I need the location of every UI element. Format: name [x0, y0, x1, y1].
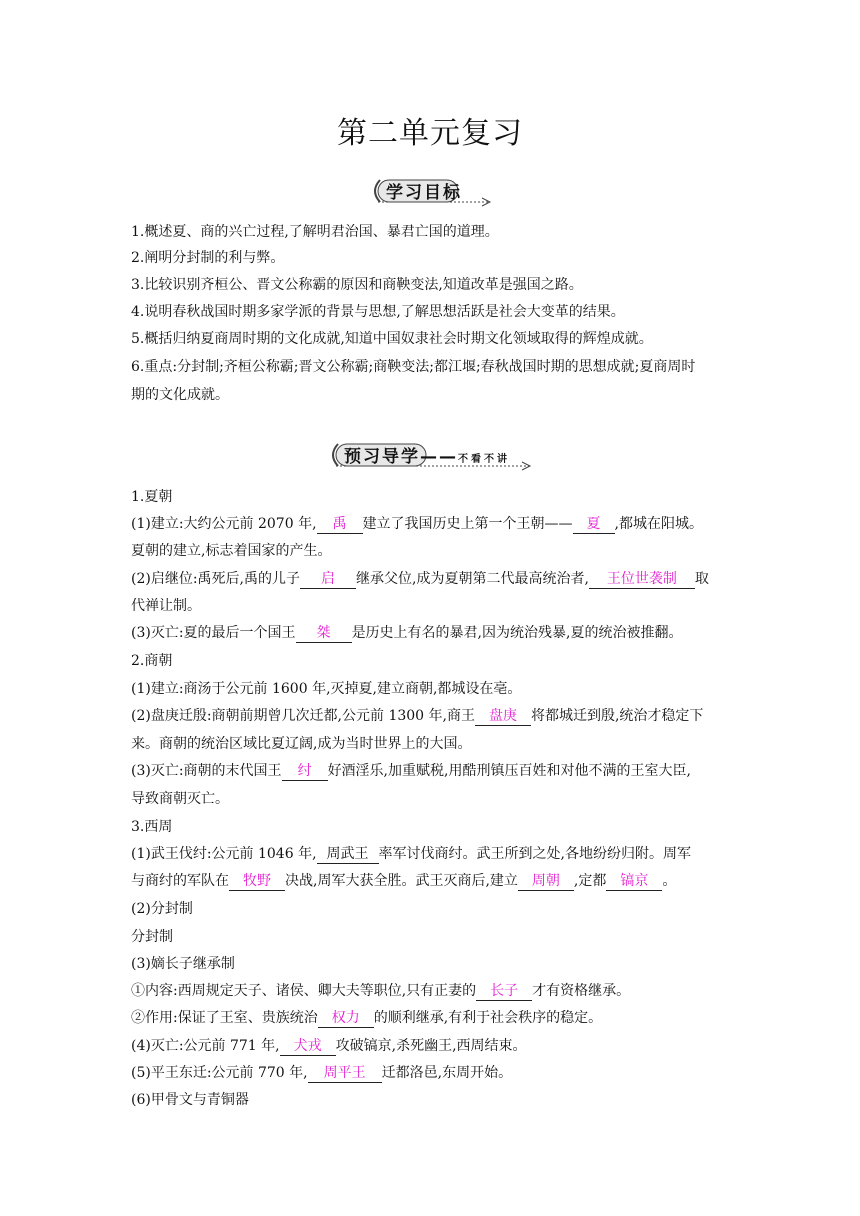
text-line: (1)武王伐纣:公元前 1046 年, 周武王 率军讨伐商纣。武王所到之处,各地纷纷归附。周军	[131, 846, 691, 862]
section-heading: 1.夏朝	[131, 489, 173, 505]
answer-blank: 王位世袭制	[589, 570, 695, 589]
section-banner-preview	[326, 438, 536, 472]
text-line: (2)分封制	[131, 901, 193, 917]
section-banner-objectives	[366, 174, 496, 208]
answer-blank: 桀	[296, 624, 352, 643]
text-line: (4)灭亡:公元前 771 年, 犬戎 攻破镐京,杀死幽王,西周结束。	[131, 1038, 527, 1054]
text-line: 来。商朝的统治区域比夏辽阔,成为当时世界上的大国。	[131, 736, 472, 752]
text-line: (1)建立:商汤于公元前 1600 年,灭掉夏,建立商朝,都城设在亳。	[131, 681, 522, 697]
objective-item: 3.比较识别齐桓公、晋文公称霸的原因和商鞅变法,知道改革是强国之路。	[131, 277, 583, 293]
objective-item: 1.概述夏、商的兴亡过程,了解明君治国、暴君亡国的道理。	[131, 224, 499, 240]
text-line: ①内容:西周规定天子、诸侯、卿大夫等职位,只有正妻的 长子 才有资格继承。	[131, 983, 631, 999]
section-heading: 3.西周	[131, 819, 173, 835]
text-line: (2)盘庚迁殷:商朝前期曾几次迁都,公元前 1300 年,商王 盘庚 将都城迁到殷,统治才稳定下	[131, 708, 704, 724]
objective-item: 5.概括归纳夏商周时期的文化成就,知道中国奴隶社会时期文化领域取得的辉煌成就。	[131, 331, 653, 347]
answer-blank: 牧野	[229, 872, 285, 891]
text-line: (3)灭亡:商朝的末代国王 纣 好酒淫乐,加重赋税,用酷刑镇压百姓和对他不满的王室大臣,	[131, 763, 691, 779]
banner-dash: ——	[420, 447, 458, 467]
answer-blank: 权力	[318, 1009, 374, 1028]
answer-blank: 镐京	[606, 872, 662, 891]
answer-blank: 犬戎	[280, 1037, 336, 1056]
answer-blank: 周平王	[308, 1064, 382, 1083]
text-line: ②作用:保证了王室、贵族统治 权力 的顺利继承,有利于社会秩序的稳定。	[131, 1010, 603, 1026]
banner-subtitle: 不看不讲	[458, 454, 510, 465]
objective-item: 2.阐明分封制的利与弊。	[131, 250, 285, 266]
text-line: 与商纣的军队在 牧野 决战,周军大获全胜。武王灭商后,建立 周朝 ,定都 镐京 。	[131, 873, 677, 889]
banner-title: 学习目标	[386, 183, 462, 203]
section-heading: 2.商朝	[131, 653, 173, 669]
objective-item: 4.说明春秋战国时期多家学派的背景与思想,了解思想活跃是社会大变革的结果。	[131, 304, 625, 320]
banner-title: 预习导学	[344, 447, 420, 467]
answer-blank: 禹	[317, 515, 363, 534]
text-line: (1)建立:大约公元前 2070 年, 禹 建立了我国历史上第一个王朝—— 夏 ,都城在阳城。	[131, 516, 703, 532]
text-line: 分封制	[131, 929, 173, 945]
answer-blank: 长子	[476, 982, 532, 1001]
answer-blank: 纣	[282, 762, 328, 781]
text-line: 导致商朝灭亡。	[131, 791, 229, 807]
text-line: (3)嫡长子继承制	[131, 956, 235, 972]
text-line: 夏朝的建立,标志着国家的产生。	[131, 543, 332, 559]
text-line: (2)启继位:禹死后,禹的儿子 启 继承父位,成为夏朝第二代最高统治者, 王位世袭制 取	[131, 571, 709, 587]
text-line: (6)甲骨文与青铜器	[131, 1092, 249, 1108]
answer-blank: 启	[300, 570, 356, 589]
text-line: (5)平王东迁:公元前 770 年, 周平王 迁都洛邑,东周开始。	[131, 1065, 513, 1081]
answer-blank: 周武王	[317, 845, 379, 864]
text-line: 代禅让制。	[131, 598, 201, 614]
text-line: (3)灭亡:夏的最后一个国王 桀 是历史上有名的暴君,因为统治残暴,夏的统治被推翻。	[131, 625, 683, 641]
answer-blank: 盘庚	[475, 707, 531, 726]
answer-blank: 夏	[573, 515, 615, 534]
objective-item: 期的文化成就。	[131, 387, 229, 403]
objective-item: 6.重点:分封制;齐桓公称霸;晋文公称霸;商鞅变法;都江堰;春秋战国时期的思想成就;夏商周时	[131, 359, 696, 375]
answer-blank: 周朝	[518, 872, 574, 891]
page-title: 第二单元复习	[337, 116, 523, 151]
